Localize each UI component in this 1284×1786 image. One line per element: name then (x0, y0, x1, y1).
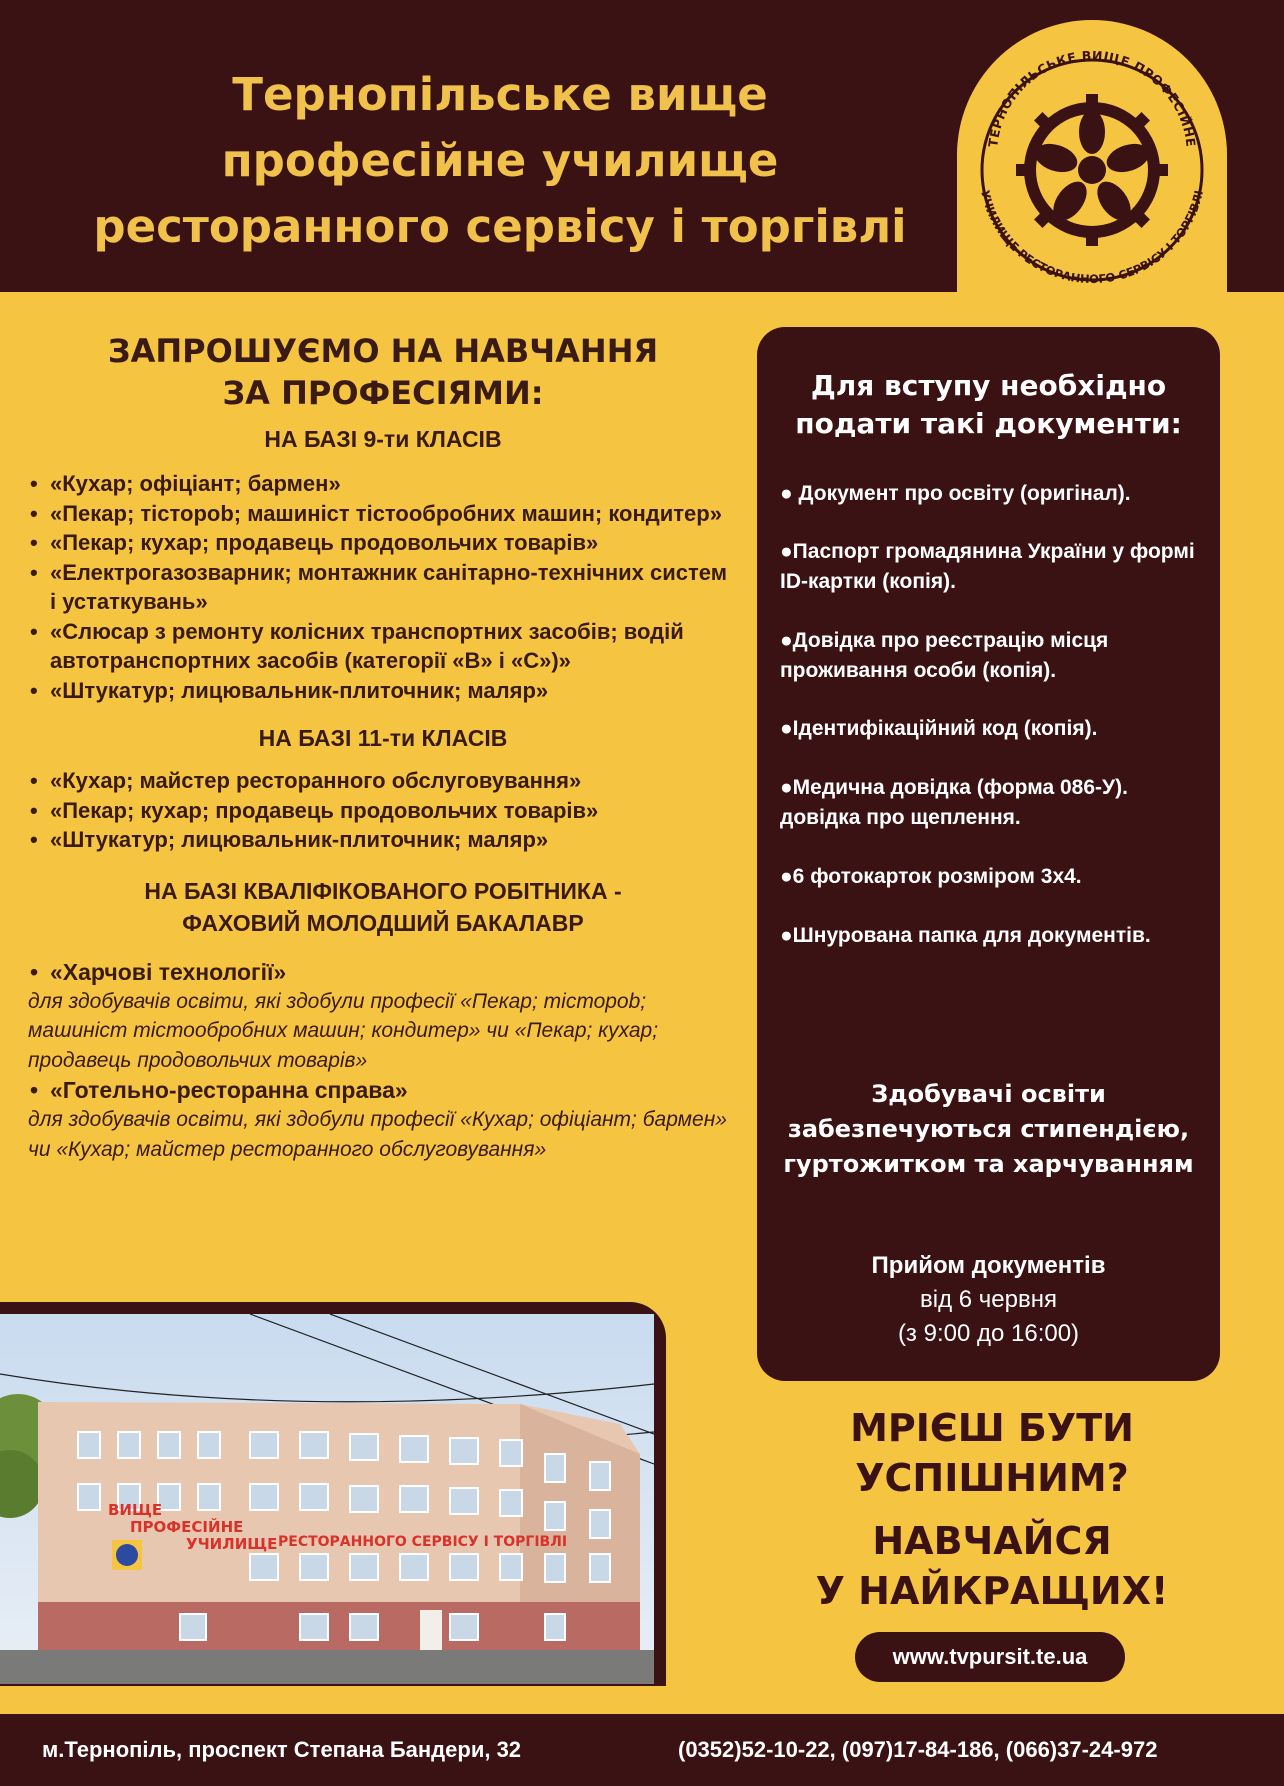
program-name: • «Харчові технології» (28, 957, 738, 987)
benefits-text (757, 1077, 1220, 1182)
document-item: ●Медична довідка (форма 086-У). довідка про щеплення. (780, 776, 1128, 829)
slogan-answer (757, 1516, 1227, 1616)
building-photo-frame (0, 1302, 666, 1686)
title-line: Тернопільське вище (232, 68, 768, 121)
section-heading-line: ФАХОВИЙ МОЛОДШИЙ БАКАЛАВР (182, 909, 584, 936)
admission-hours: (з 9:00 до 16:00) (897, 1320, 1080, 1347)
building-sign-text: РЕСТОРАННОГО СЕРВІСУ І ТОРГІВЛІ (278, 1534, 568, 1550)
college-emblem-icon (957, 20, 1227, 320)
gear-icon (1016, 94, 1168, 246)
document-item: ●6 фотокарток розміром 3x4. (780, 865, 1082, 888)
slogan-line: У НАЙКРАЩИХ! (815, 1569, 1169, 1613)
invitation-title (28, 330, 738, 414)
documents-title-line: Для вступу необхідно (810, 369, 1167, 402)
slogan-question (757, 1403, 1227, 1503)
list-item: • «Кухар; майстер ресторанного обслуговування» (28, 766, 738, 796)
documents-title-line: подати такі документи: (795, 407, 1182, 440)
list-item: • «Штукатур; лицювальник-плиточник; маляр» (28, 676, 738, 706)
program-note: для здобувачів освіти, які здобули професії «Кухар; офіціант; бармен» чи «Кухар; майстер ресторанного обслуговування» (28, 1108, 727, 1161)
program-note: для здобувачів освіти, які здобули професії «Пекар; тісторob; машиніст тістообробних машин; кондитер» чи «Пекар; кухар; продавець продовольчих товарів» (28, 989, 659, 1072)
logo-ring-text-top: ТЕРНОПІЛЬСЬКЕ ВИЩЕ ПРОФЕСІЙНЕ (985, 47, 1199, 148)
logo-badge (957, 20, 1227, 320)
admission-info (757, 1249, 1220, 1351)
building-sign-text: ВИЩЕ (108, 1501, 163, 1519)
benefits-line: гуртожитком та харчуванням (783, 1150, 1194, 1178)
section-heading-bachelor (28, 875, 738, 939)
slogan-line: НАВЧАЙСЯ (872, 1519, 1112, 1563)
list-item: • «Штукатур; лицювальник-плиточник; маляр» (28, 825, 738, 855)
footer (0, 1714, 1284, 1786)
benefits-line: забезпечуються стипендією, (787, 1115, 1190, 1143)
slogan-line: МРІЄШ БУТИ (850, 1406, 1134, 1450)
street (0, 1650, 654, 1684)
building-photo (0, 1314, 654, 1684)
profession-list-base11 (28, 766, 738, 855)
section-heading-base11: НА БАЗІ 11-ти КЛАСІВ (258, 725, 508, 751)
professions-section (28, 330, 738, 1164)
document-item: ●Ідентифікаційний код (копія). (780, 717, 1098, 740)
list-item: • «Кухар; офіціант; бармен» (28, 469, 738, 499)
page-title (40, 62, 960, 260)
section-heading-base9: НА БАЗІ 9-ти КЛАСІВ (264, 426, 502, 452)
list-item: • «Пекар; кухар; продавець продовольчих товарів» (28, 796, 738, 826)
documents-panel (757, 327, 1220, 1381)
document-item: ● Документ про освіту (оригінал). (780, 482, 1131, 505)
list-item: • «Пекар; тісторob; машиніст тістообробних машин; кондитер» (28, 499, 738, 529)
admission-date: від 6 червня (920, 1286, 1057, 1313)
document-item: ●Довідка про реєстрацію місця проживання особи (копія). (780, 629, 1109, 682)
building-sign-text: УЧИЛИЩЕ (186, 1535, 278, 1553)
list-item: • «Слюсар з ремонту колісних транспортних засобів; водій автотранспортних засобів (категорії «В» і «С»)» (28, 617, 738, 676)
title-line: ресторанного сервісу і торгівлі (93, 200, 907, 253)
phone-numbers: (0352)52-10-22, (097)17-84-186, (066)37-24-972 (678, 1737, 1158, 1762)
logo-ring-text-bottom: УЧИЛИЩЕ РЕСТОРАННОГО СЕРВІСУ І ТОРГІВЛІ (978, 188, 1206, 287)
slogan-line: УСПІШНИМ? (855, 1456, 1129, 1500)
documents-title (757, 367, 1220, 443)
invitation-title-line: ЗА ПРОФЕСІЯМИ: (222, 374, 544, 412)
document-item: ●Шнурована папка для документів. (780, 924, 1151, 947)
building (38, 1402, 640, 1654)
website-link[interactable]: www.tvpursit.te.ua (855, 1632, 1125, 1682)
section-heading-line: НА БАЗІ КВАЛІФІКОВАНОГО РОБІТНИКА - (144, 877, 622, 904)
profession-list-base9 (28, 469, 738, 705)
building-sign-text: ПРОФЕСІЙНЕ (130, 1518, 244, 1536)
address-text: м.Тернопіль, проспект Степана Бандери, 32 (42, 1737, 522, 1762)
admission-title: Прийом документів (871, 1252, 1106, 1279)
list-item: • «Пекар; кухар; продавець продовольчих товарів» (28, 528, 738, 558)
list-item: • «Електрогазозварник; монтажник санітарно-технічних систем і устаткувань» (28, 558, 738, 617)
program-name: • «Готельно-ресторанна справа» (28, 1075, 738, 1105)
invitation-title-line: ЗАПРОШУЄМО НА НАВЧАННЯ (107, 332, 659, 370)
title-line: професійне училище (221, 134, 779, 187)
document-item: ●Паспорт громадянина України у формі ID-картки (копія). (780, 540, 1195, 593)
benefits-line: Здобувачі освіти (871, 1080, 1106, 1108)
